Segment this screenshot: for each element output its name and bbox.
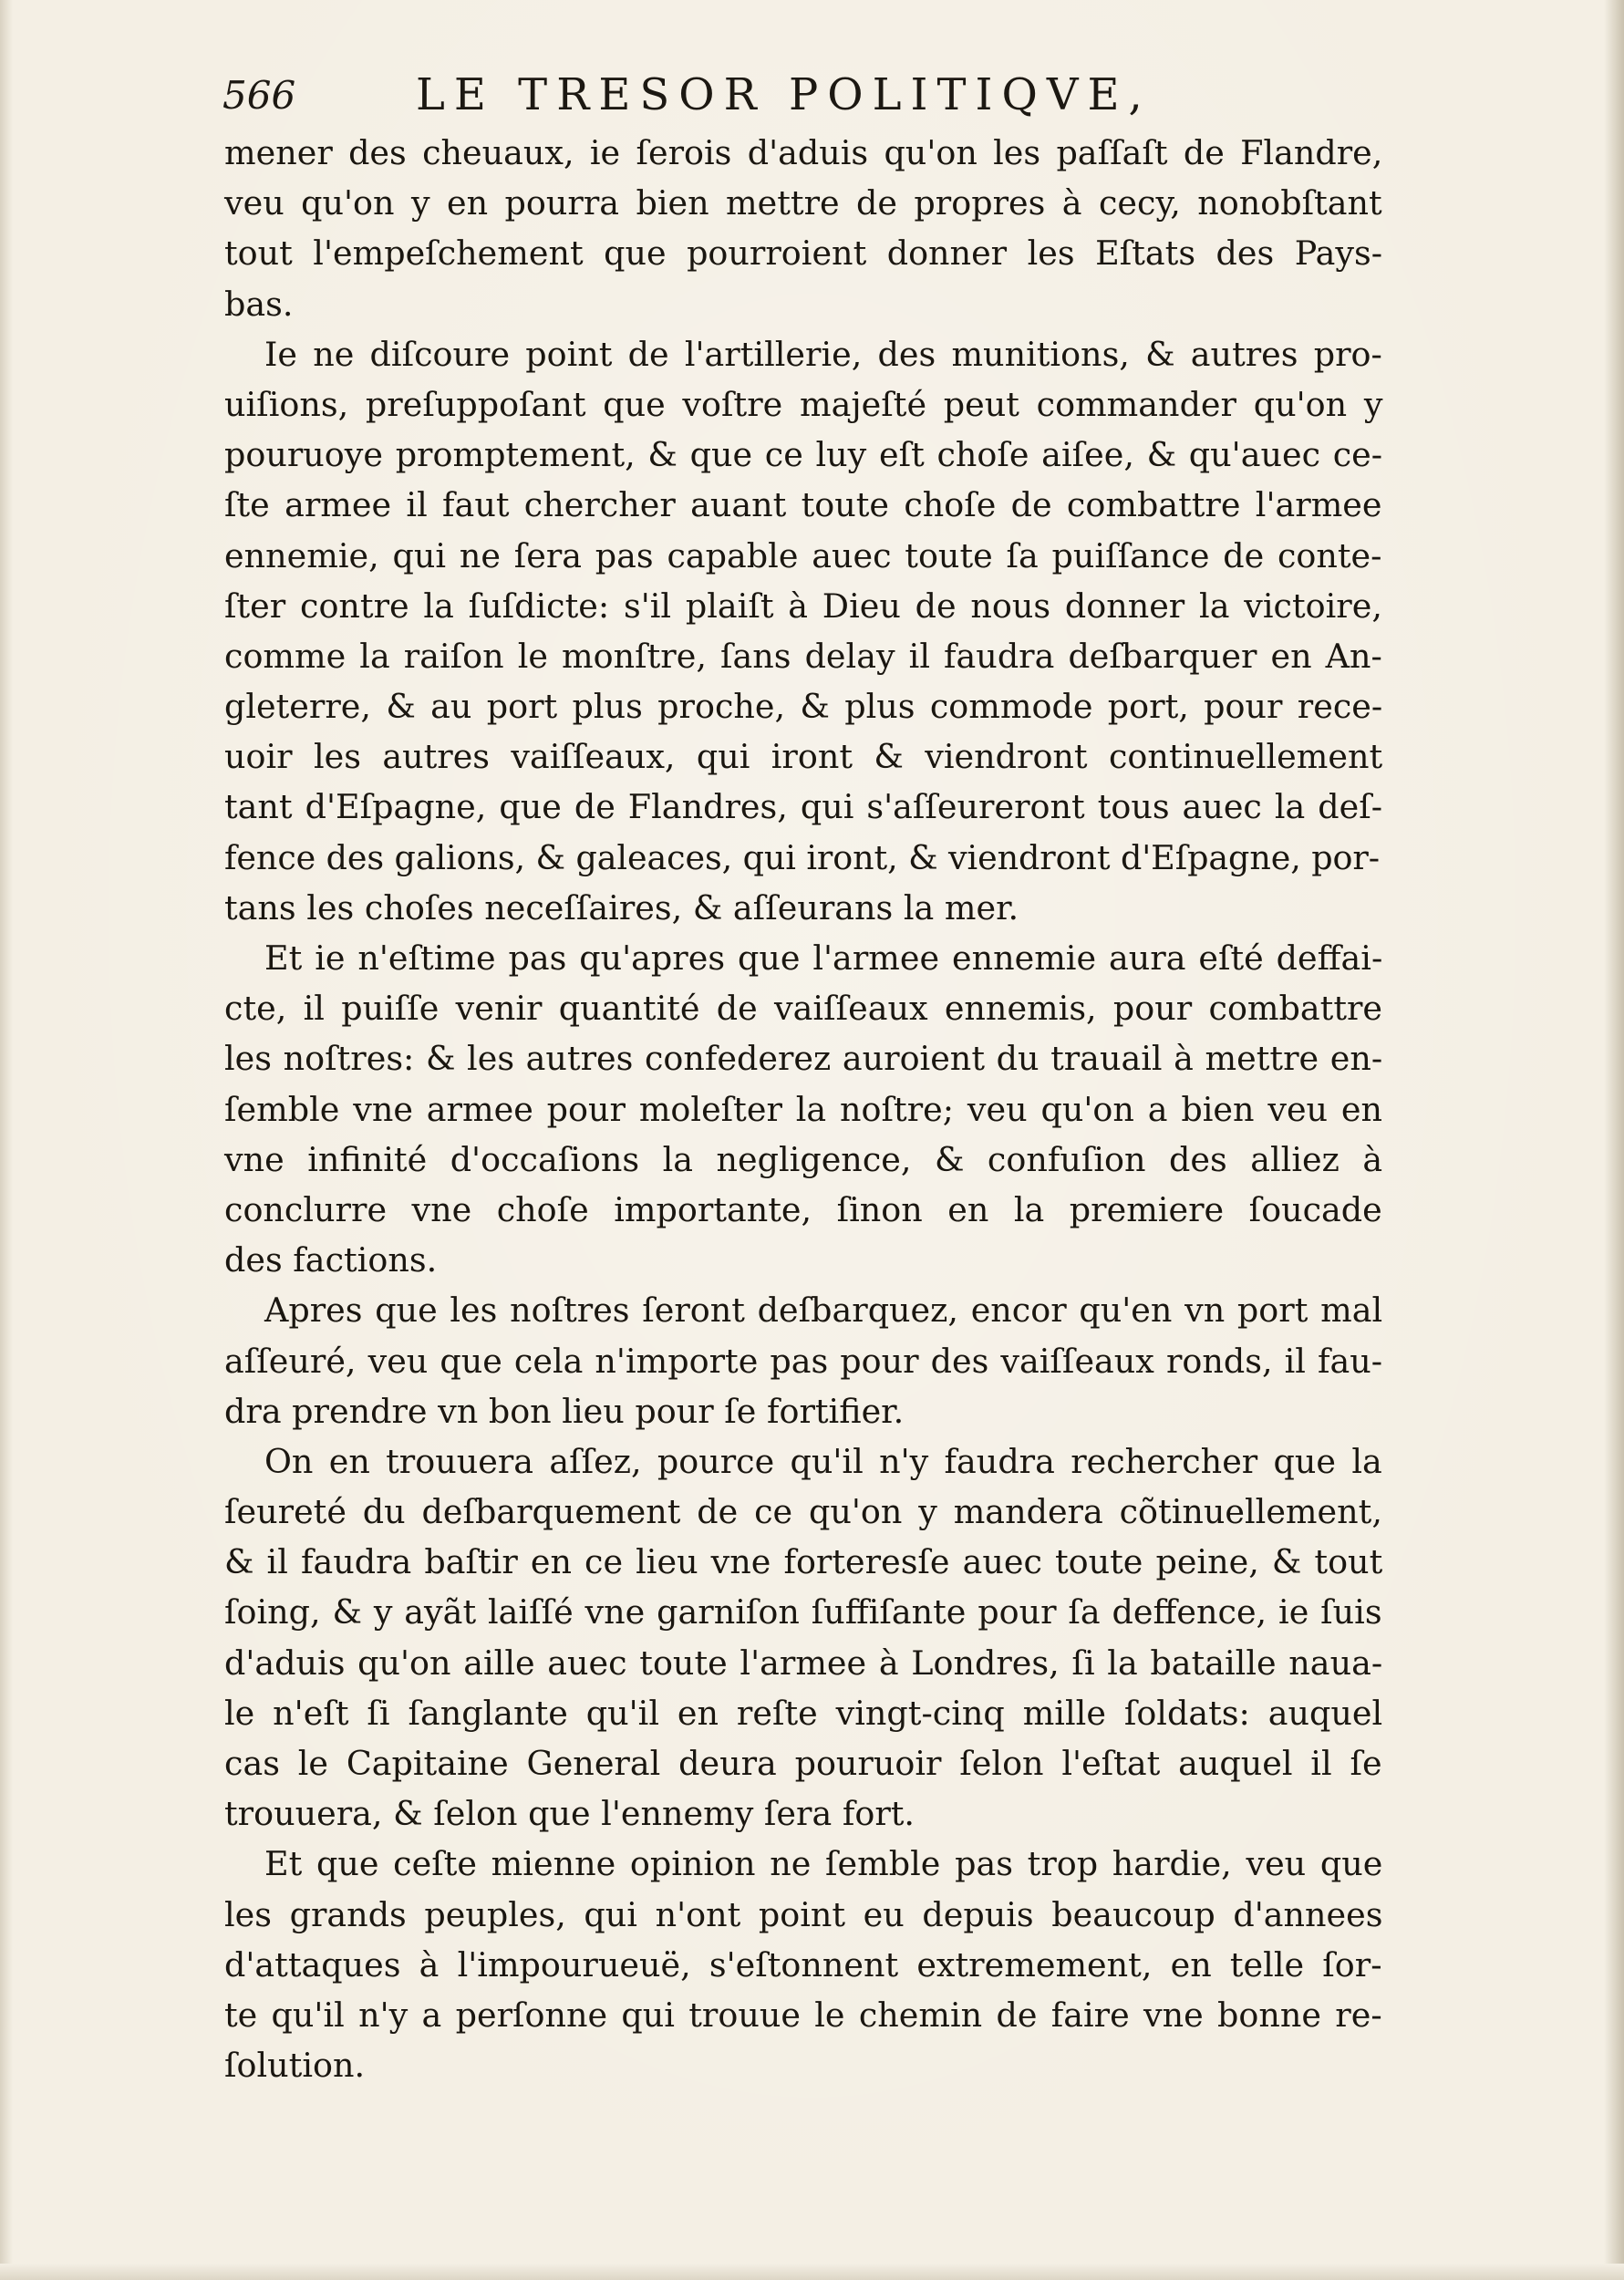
paragraph [224,1839,1391,2090]
page-header [215,64,1227,128]
text-line: tans les choſes neceſſaires, & aſſeurans la mer. [224,887,1019,928]
text-line: fence des galions, & galeaces, qui iront, & viendront d'Eſpagne, por- [224,837,1380,877]
text-line: veu qu'on y en pourra bien mettre de propres à cecy, nonobſtant [224,183,1382,223]
text-line: On en trouuera aſſez, pource qu'il n'y faudra rechercher que la [264,1441,1382,1481]
text-line: le n'eſt ſi ſanglante qu'il en reſte vingt-cinq mille ſoldats: auquel [224,1693,1383,1733]
text-line: comme la raiſon le monſtre, ſans delay il faudra deſbarquer en An- [224,636,1382,676]
page-edge-bottom [0,2264,1624,2280]
text-line: tout l'empeſchement que pourroient donner les Eſtats des Pays- [224,233,1383,274]
running-title: LE TRESOR POLITIQVE, [416,69,1152,120]
text-line: gleterre, & au port plus proche, & plus commode port, pour rece- [224,687,1383,727]
text-line: pouruoye promptement, & que ce luy eſt choſe aiſee, & qu'auec ce- [224,435,1383,475]
text-line: des factions. [224,1240,438,1280]
text-line: vne infinité d'occaſions la negligence, & confuſion des alliez à [224,1139,1383,1179]
text-line: te qu'il n'y a perſonne qui trouue le chemin de faire vne bonne re- [224,1995,1382,2035]
text-line: ſolution. [224,2046,366,2086]
text-line: & il faudra baſtir en ce lieu vne forteresſe auec toute peine, & tout [224,1542,1383,1582]
text-line: ſeureté du deſbarquement de ce qu'on y mandera cõtinuellement, [224,1492,1382,1532]
text-line: d'aduis qu'on aille auec toute l'armee à Londres, ſi la bataille naua- [224,1643,1383,1683]
text-line: Et que ceſte mienne opinion ne ſemble pas trop hardie, veu que [264,1844,1383,1884]
page-edge-right [1604,0,1624,2280]
text-line: Apres que les noſtres ſeront deſbarquez, encor qu'en vn port mal [264,1290,1383,1331]
text-line: mener des cheuaux, ie ſerois d'aduis qu'on les paſſaſt de Flandre, [224,133,1383,172]
text-line: uoir les autres vaiſſeaux, qui iront & viendront continuellement [224,737,1383,777]
text-line: trouuera, & ſelon que l'ennemy ſera fort. [224,1794,915,1834]
text-line: ſoing, & y ayãt laiſſé vne garniſon ſuffiſante pour ſa deffence, ie ſuis [224,1592,1382,1632]
paragraph [224,329,1391,933]
page-number: 566 [222,73,296,118]
text-line: dra prendre vn bon lieu pour ſe fortifier. [224,1391,905,1431]
text-line: ſter contre la ſuſdicte: s'il plaiſt à Dieu de nous donner la victoire, [224,586,1382,626]
text-line: Ie ne diſcoure point de l'artillerie, des munitions, & autres pro- [264,334,1382,374]
text-line: ſemble vne armee pour moleſter la noſtre; veu qu'on a bien veu en [224,1089,1383,1129]
text-line: aſſeuré, veu que cela n'importe pas pour des vaiſſeaux ronds, il fau- [224,1341,1383,1381]
page-edge-left [0,0,13,2280]
text-line: bas. [224,284,294,324]
text-line: Et ie n'eſtime pas qu'apres que l'armee ennemie aura eſté deffai- [264,938,1383,978]
text-line: cas le Capitaine General deura pouruoir ſelon l'eſtat auquel il ſe [224,1744,1382,1783]
text-line: conclurre vne choſe importante, ſinon en la premiere ſoucade [224,1189,1382,1229]
paragraph [224,933,1391,1285]
text-line: ſte armee il faut chercher auant toute choſe de combattre l'armee [224,485,1382,525]
body-text [224,128,1391,2090]
text-line: ennemie, qui ne ſera pas capable auec toute ſa puiſſance de conte- [224,535,1382,575]
paragraph [224,1436,1391,1840]
text-line: cte, il puiſſe venir quantité de vaiſſeaux ennemis, pour combattre [224,989,1383,1029]
text-line: d'attaques à l'impourueuë, s'eſtonnent extremement, en telle ſor- [224,1944,1382,1985]
paragraph [224,128,1391,329]
text-line: uiſions, preſuppoſant que voſtre majeſté peut commander qu'on y [224,384,1383,424]
paragraph [224,1285,1391,1436]
text-line: tant d'Eſpagne, que de Flandres, qui s'aſſeureront tous auec la deſ- [224,787,1383,827]
text-line: les noſtres: & les autres confederez auroient du trauail à mettre en- [224,1039,1383,1079]
text-line: les grands peuples, qui n'ont point eu depuis beaucoup d'annees [224,1894,1383,1934]
